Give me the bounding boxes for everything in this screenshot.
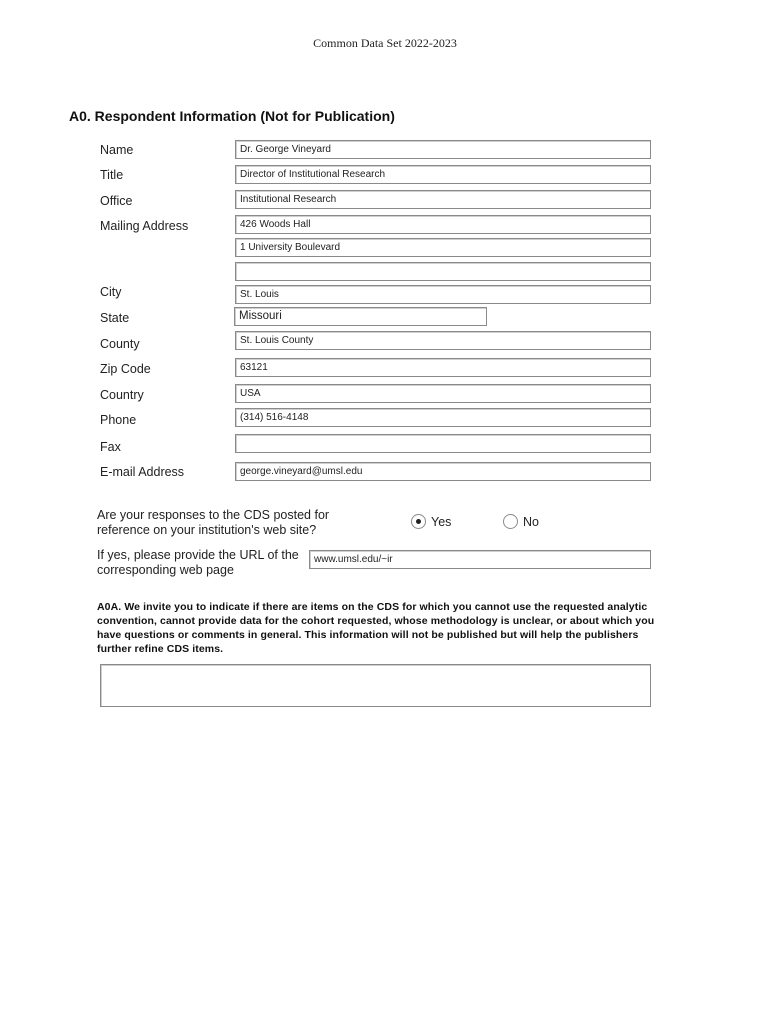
name-label: Name [100,143,134,157]
url-field[interactable]: www.umsl.edu/~ir [309,550,651,569]
email-label: E-mail Address [100,465,185,479]
document-header: Common Data Set 2022-2023 [313,36,457,50]
a0a-comment-box[interactable] [100,664,651,707]
fax-field[interactable] [235,434,651,453]
fax-label: Fax [100,440,121,454]
radio-selected-dot-icon [416,519,421,524]
county-label: County [100,337,140,351]
section-title: A0. Respondent Information (Not for Publication) [69,108,395,124]
city-label: City [100,285,122,299]
zip-code-field[interactable]: 63121 [235,358,651,377]
posted-question-line1: Are your responses to the CDS posted for [97,508,330,522]
county-field[interactable]: St. Louis County [235,331,651,350]
no-radio[interactable] [503,514,518,529]
url-question-line1: If yes, please provide the URL of the [97,548,299,562]
phone-field[interactable]: (314) 516-4148 [235,408,651,427]
country-label: Country [100,388,144,402]
mailing-address-line1-field[interactable]: 426 Woods Hall [235,215,651,234]
url-question-line2: corresponding web page [97,563,234,577]
title-field[interactable]: Director of Institutional Research [235,165,651,184]
city-field[interactable]: St. Louis [235,285,651,304]
state-label: State [100,311,130,325]
office-label: Office [100,194,133,208]
yes-radio[interactable] [411,514,426,529]
country-field[interactable]: USA [235,384,651,403]
mailing-address-line2-field[interactable]: 1 University Boulevard [235,238,651,257]
mailing-address-line3-field[interactable] [235,262,651,281]
phone-label: Phone [100,413,137,427]
posted-question-line2: reference on your institution's web site? [97,523,317,537]
zip-code-label: Zip Code [100,362,151,376]
mailing-address-label: Mailing Address [100,219,189,233]
state-field[interactable]: Missouri [234,307,487,326]
title-label: Title [100,168,124,182]
no-radio-label: No [523,515,539,529]
email-field[interactable]: george.vineyard@umsl.edu [235,462,651,481]
office-field[interactable]: Institutional Research [235,190,651,209]
a0a-instructions: A0A. We invite you to indicate if there are items on the CDS for which you cannot use the requested analytic convention, cannot provide data for the cohort requested, whose methodology is unclear, or about which you have questions or comments in general. This information will not be published but will help the publishers further refine CDS items. [97,601,655,655]
yes-radio-label: Yes [431,515,452,529]
name-field[interactable]: Dr. George Vineyard [235,140,651,159]
